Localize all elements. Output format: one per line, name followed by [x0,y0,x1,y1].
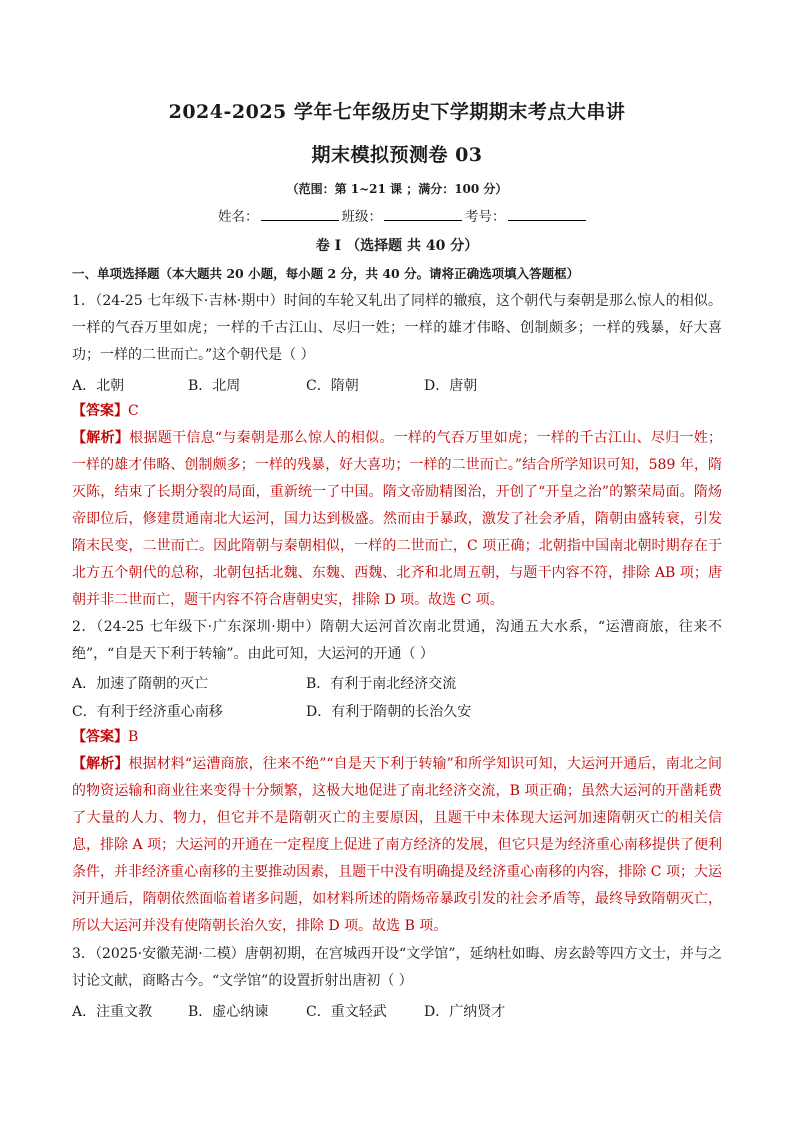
q2-option-a: A．加速了隋朝的灭亡 [72,676,209,692]
q3-option-c: C．重文轻武 [306,1004,387,1020]
name-blank [261,208,339,221]
q2-analysis [72,751,722,940]
q1-option-d: D．唐朝 [424,378,478,394]
student-info-line [218,205,589,225]
q2-answer-label: 【答案】 [72,729,128,745]
q1-answer-label: 【答案】 [72,403,128,419]
question-3-stem: 3．（2025·安徽芜湖·二模）唐朝初期，在宫城西开设“文学馆”，延纳杜如晦、房玄龄等四方文士，并与之讨论文献，商略古今。“文学馆”的设置折射出唐初（ ） [72,946,722,989]
q1-analysis [72,425,722,614]
q1-analysis-label: 【解析】 [72,430,130,446]
exam-range: （范围：第 1~21 课 ；满分：100 分） [286,182,508,196]
volume-title: 卷 I （选择题 共 40 分） [315,238,479,254]
exam-subtitle: 期末模拟预测卷 03 [311,144,483,166]
q1-analysis-text: 根据题干信息“与秦朝是那么惊人的相似。一样的气吞万里如虎；一样的千古江山、尽归一姓；一样的雄才伟略、创制颇多；一样的残暴，好大喜功；一样的二世而亡。”结合所学知识可知，589 年，隋灭陈，结束了长期分裂的局面，重新统一了中国。隋文帝励精图治，开创了“开皇之治”的繁荣局面。隋炀帝即位后，修建贯通南北大运河，国力达到极盛。然而由于暴政，激发了社会矛盾，隋朝由盛转衰，引发隋末民变，二世而亡。因此隋朝与秦朝相似，一样的二世而亡，C 项正确；北朝指中国南北朝时期存在于北方五个朝代的总称，北朝包括北魏、东魏、西魏、北齐和北周五朝，与题干内容不符，排除 AB 项；唐朝并非二世而亡，题干内容不符合唐朝史实，排除 D 项。故选 C 项。 [72,430,723,608]
q2-answer [72,724,722,751]
q2-option-b: B．有利于南北经济交流 [306,676,457,692]
q2-analysis-text: 根据材料“运漕商旅，往来不绝”“自是天下利于转输”和所学知识可知，大运河开通后，南北之间的物资运输和商业往来变得十分频繁，这极大地促进了南北经济交流，B 项正确；虽然大运河的开凿耗费了大量的人力、物力，但它并不是隋朝灭亡的主要原因，且题干中未体现大运河加速隋朝灭亡的相关信息，排除 A 项；大运河的开通在一定程度上促进了南方经济的发展，但它只是为经济重心南移提供了便利条件，并非经济重心南移的主要推动因素，且题干中没有明确提及经济重心南移的内容，排除 C 项；大运河开通后，隋朝依然面临着诸多问题，如材料所述的隋炀帝暴政引发的社会矛盾等，最终导致隋朝灭亡，所以大运河并没有使隋朝长治久安，排除 D 项。故选 B 项。 [72,756,722,934]
section-title: 一、单项选择题（本大题共 20 小题，每小题 2 分，共 40 分。请将正确选项填入答题框） [72,266,580,281]
number-label: 考号： [465,209,506,225]
q2-analysis-label: 【解析】 [72,756,129,772]
number-blank [508,208,586,221]
q1-option-a: A．北朝 [72,378,125,394]
name-label: 姓名： [218,209,259,225]
q3-option-a: A．注重文教 [72,1004,153,1020]
exam-title: 2024-2025 学年七年级历史下学期期末考点大串讲 [168,101,626,123]
q1-option-b: B．北周 [188,378,241,394]
q3-option-d: D．广纳贤才 [424,1004,506,1020]
question-1-stem: 1．（24-25 七年级下·吉林·期中）时间的车轮又轧出了同样的辙痕，这个朝代与秦朝是那么惊人的相似。一样的气吞万里如虎；一样的千古江山、尽归一姓；一样的雄才伟略、创制颇多；一样的残暴，好大喜功；一样的二世而亡。”这个朝代是（ ） [72,293,722,363]
q3-option-b: B．虚心纳谏 [188,1004,269,1020]
q1-answer [72,398,722,425]
q2-option-d: D．有利于隋朝的长治久安 [306,704,472,720]
q2-option-c: C．有利于经济重心南移 [72,704,223,720]
q1-option-c: C．隋朝 [306,378,359,394]
question-2-stem: 2．（24-25 七年级下·广东深圳·期中）隋朝大运河首次南北贯通，沟通五大水系，“运漕商旅，往来不绝”，“自是天下利于转输”。由此可知，大运河的开通（ ） [72,619,722,662]
q2-answer-value: B [128,729,139,745]
class-label: 班级： [341,209,382,225]
q1-answer-value: C [128,403,139,419]
class-blank [384,208,462,221]
